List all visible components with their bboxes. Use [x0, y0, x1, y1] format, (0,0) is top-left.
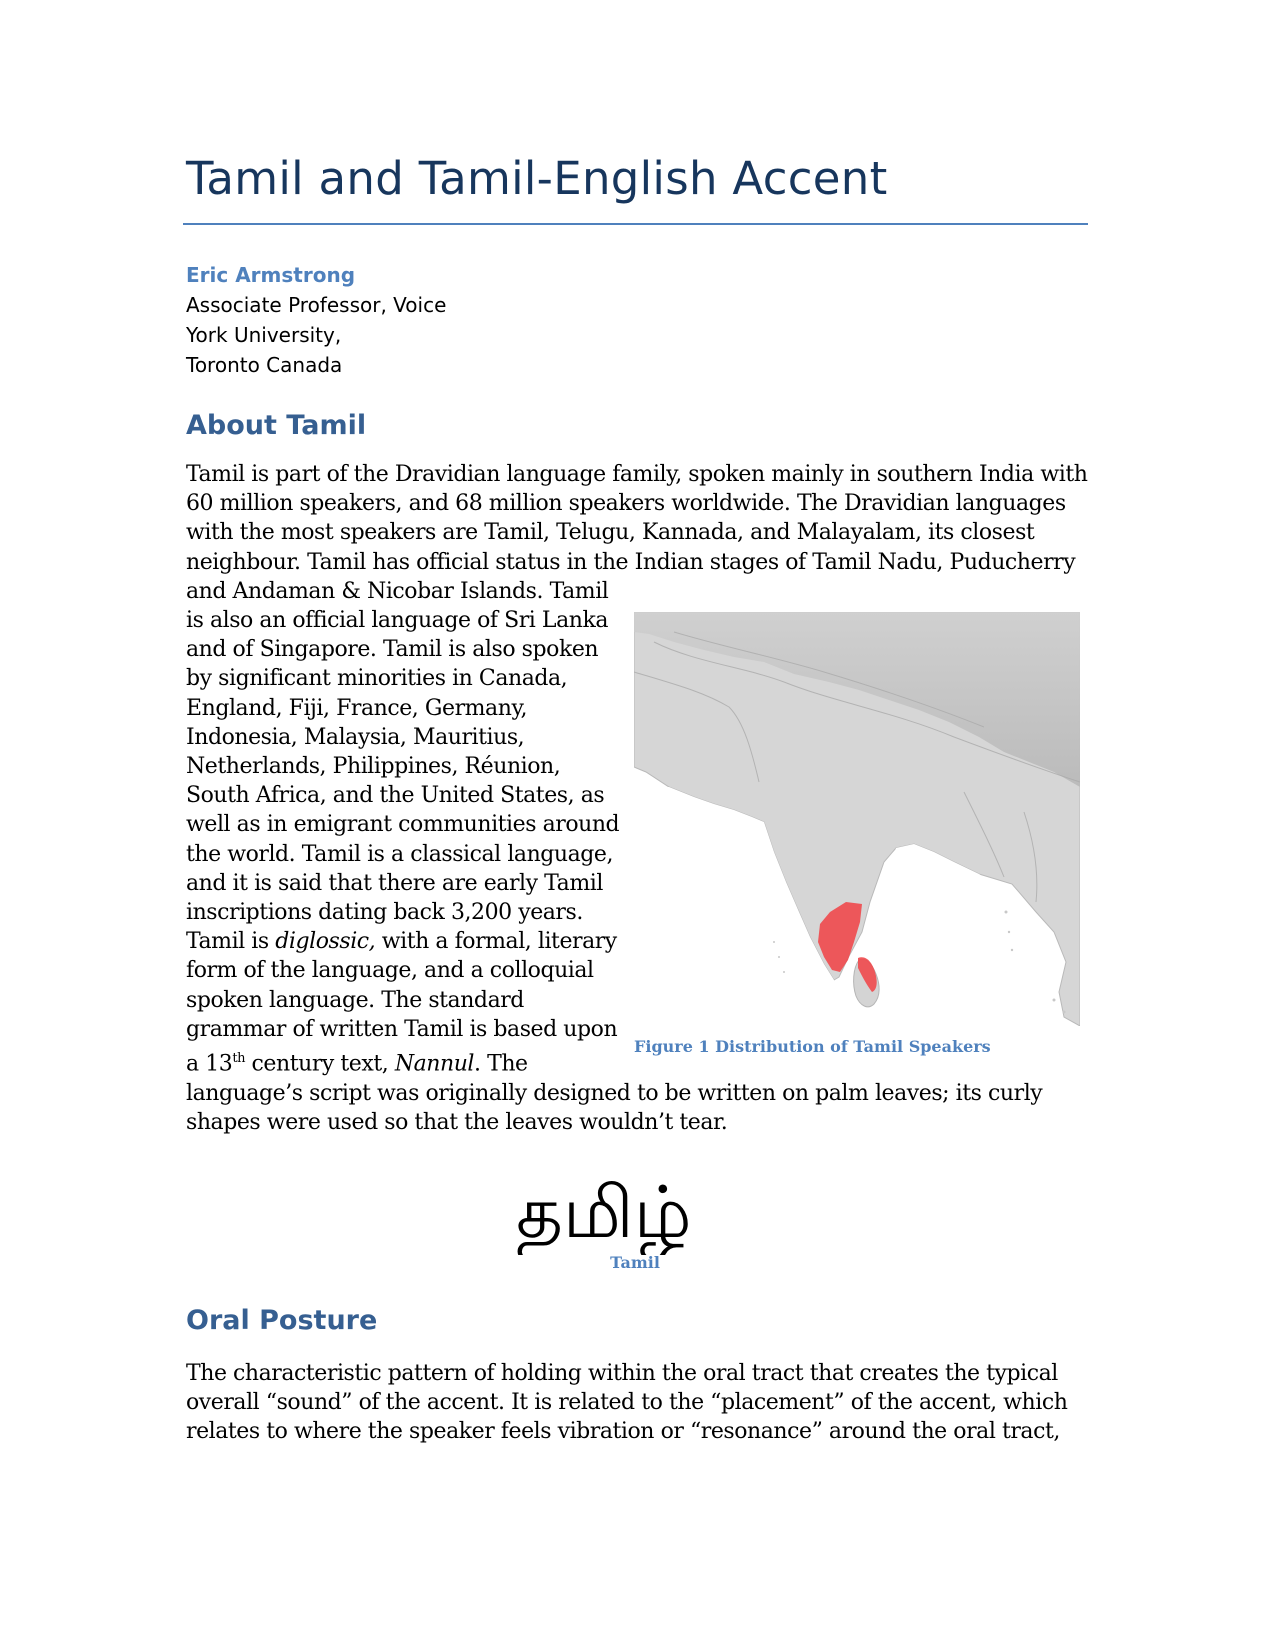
paragraph-line: well as in emigrant communities around — [186, 812, 620, 838]
text-run: Tamil is — [186, 929, 276, 955]
author-institution: York University, — [186, 323, 342, 347]
section-heading-about: About Tamil — [186, 410, 367, 441]
document-title: Tamil and Tamil-English Accent — [186, 152, 888, 205]
author-block — [186, 260, 446, 380]
text-run: century text, — [245, 1051, 395, 1077]
author-position: Associate Professor, Voice — [186, 293, 447, 317]
paragraph-line: with the most speakers are Tamil, Telugu, Kannada, and Malayalam, its closest — [186, 520, 1035, 546]
paragraph-line: Tamil is part of the Dravidian language family, spoken mainly in southern India with — [186, 462, 1088, 487]
author-location: Toronto Canada — [186, 353, 343, 377]
tamil-script-text: தமிழ் — [516, 1170, 692, 1254]
text-run: . The — [474, 1051, 528, 1077]
text-run: a 13 — [186, 1051, 233, 1077]
title-underline — [183, 223, 1088, 225]
paragraph-line: language’s script was originally designed to be written on palm leaves; its curly — [186, 1080, 1043, 1106]
figure-caption: Figure 1 Distribution of Tamil Speakers — [634, 1037, 991, 1056]
paragraph-line: form of the language, and a colloquial — [186, 958, 594, 984]
paragraph-line: is also an official language of Sri Lanka — [186, 608, 609, 634]
paragraph-line: shapes were used so that the leaves wouldn’t tear. — [186, 1109, 728, 1135]
diglossic-term: diglossic, — [275, 929, 376, 955]
paragraph-line: and Andaman & Nicobar Islands. Tamil — [186, 578, 609, 604]
oral-posture-paragraph — [186, 1359, 1067, 1447]
paragraph-line: England, Fiji, France, Germany, — [186, 695, 528, 721]
paragraph-line: neighbour. Tamil has official status in the Indian stages of Tamil Nadu, Puducherry — [186, 549, 1076, 575]
nannul-title: Nannul — [394, 1051, 475, 1077]
paragraph-line: and it is said that there are early Tamil — [186, 870, 603, 896]
paragraph-line: The characteristic pattern of holding within the oral tract that creates the typical — [186, 1361, 1058, 1386]
paragraph-line: overall “sound” of the accent. It is related to the “placement” of the accent, which — [186, 1390, 1068, 1416]
paragraph-line: 60 million speakers, and 68 million speakers worldwide. The Dravidian languages — [186, 491, 1066, 517]
paragraph-line: Netherlands, Philippines, Réunion, — [186, 754, 561, 780]
tamil-script-caption: Tamil — [610, 1253, 660, 1272]
tamil-script-word — [516, 1163, 756, 1255]
paragraph-line: relates to where the speaker feels vibration or “resonance” around the oral tract, — [186, 1419, 1060, 1445]
paragraph-line: and of Singapore. Tamil is also spoken — [186, 637, 599, 663]
paragraph-line: by significant minorities in Canada, — [186, 666, 568, 692]
paragraph-line: the world. Tamil is a classical language, — [186, 841, 614, 867]
section-heading-oral-posture: Oral Posture — [186, 1305, 378, 1336]
paragraph-line: inscriptions dating back 3,200 years. — [186, 900, 583, 926]
tamil-distribution-map — [634, 612, 1080, 1026]
paragraph-line: Indonesia, Malaysia, Mauritius, — [186, 724, 525, 750]
author-name: Eric Armstrong — [186, 263, 356, 287]
ordinal-superscript: th — [232, 1051, 246, 1067]
paragraph-line: grammar of written Tamil is based upon — [186, 1016, 618, 1042]
text-run: with a formal, literary — [375, 929, 617, 955]
paragraph-line: South Africa, and the United States, as — [186, 783, 605, 809]
paragraph-line: spoken language. The standard — [186, 987, 524, 1013]
